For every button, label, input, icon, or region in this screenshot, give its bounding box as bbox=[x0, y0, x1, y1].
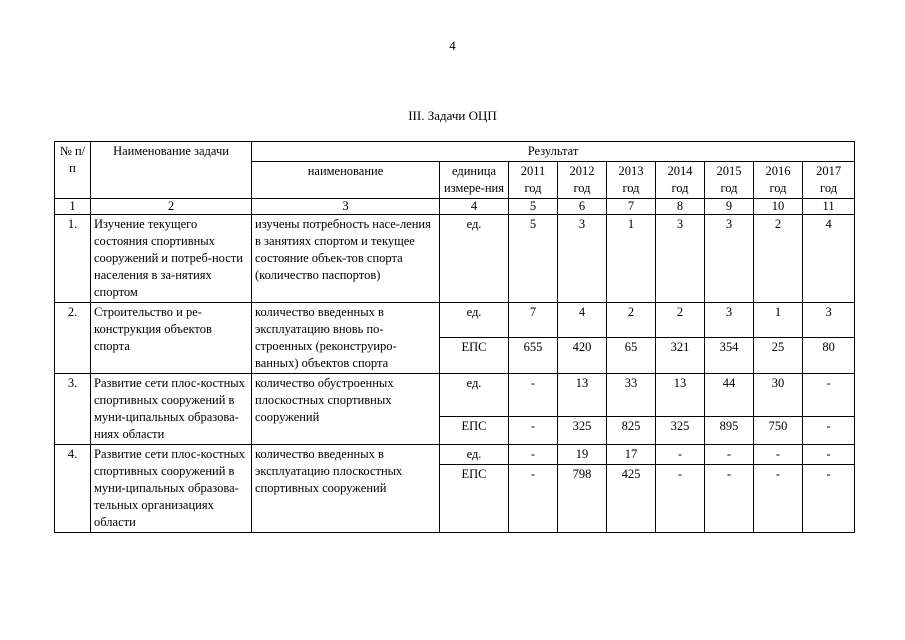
column-number: 4 bbox=[440, 199, 509, 215]
value-cell: 7 bbox=[509, 303, 558, 338]
unit-cell: ед. bbox=[440, 445, 509, 465]
value-cell: 325 bbox=[656, 417, 705, 445]
column-number: 11 bbox=[803, 199, 855, 215]
unit-cell: ед. bbox=[440, 374, 509, 417]
value-cell: 3 bbox=[656, 215, 705, 303]
header-year: 2014 год bbox=[656, 162, 705, 199]
value-cell: 5 bbox=[509, 215, 558, 303]
value-cell: 3 bbox=[705, 303, 754, 338]
value-cell: 354 bbox=[705, 338, 754, 374]
column-number: 8 bbox=[656, 199, 705, 215]
value-cell: 2 bbox=[656, 303, 705, 338]
task-name: Строительство и ре-конструкция объектов спорта bbox=[91, 303, 252, 374]
task-name: Изучение текущего состояния спортивных сооружений и потреб-ности населения в за-нятиях спортом bbox=[91, 215, 252, 303]
value-cell: 65 bbox=[607, 338, 656, 374]
column-number: 2 bbox=[91, 199, 252, 215]
value-cell: - bbox=[754, 445, 803, 465]
value-cell: 1 bbox=[754, 303, 803, 338]
value-cell: 750 bbox=[754, 417, 803, 445]
column-number: 7 bbox=[607, 199, 656, 215]
indicator-name: изучены потребность насе-ления в занятиях спортом и текущее состояние объек-тов спорта (количество паспортов) bbox=[252, 215, 440, 303]
row-number: 2. bbox=[55, 303, 91, 374]
unit-cell: ЕПС bbox=[440, 417, 509, 445]
value-cell: 80 bbox=[803, 338, 855, 374]
value-cell: 4 bbox=[558, 303, 607, 338]
column-number: 6 bbox=[558, 199, 607, 215]
section-title: III. Задачи ОЦП bbox=[408, 108, 497, 123]
value-cell: - bbox=[509, 465, 558, 533]
header-row-top bbox=[55, 142, 855, 162]
header-year: 2015 год bbox=[705, 162, 754, 199]
header-year: 2017 год bbox=[803, 162, 855, 199]
unit-cell: ед. bbox=[440, 303, 509, 338]
table-row bbox=[55, 215, 855, 303]
value-cell: 19 bbox=[558, 445, 607, 465]
table-row bbox=[55, 303, 855, 338]
value-cell: - bbox=[656, 465, 705, 533]
value-cell: - bbox=[509, 374, 558, 417]
task-name: Развитие сети плос-костных спортивных сооружений в муни-ципальных образова-тельных организациях области bbox=[91, 445, 252, 533]
value-cell: - bbox=[656, 445, 705, 465]
value-cell: 33 bbox=[607, 374, 656, 417]
value-cell: 655 bbox=[509, 338, 558, 374]
row-number: 1. bbox=[55, 215, 91, 303]
value-cell: 30 bbox=[754, 374, 803, 417]
task-name: Развитие сети плос-костных спортивных сооружений в муни-ципальных образова-ниях области bbox=[91, 374, 252, 445]
column-number: 3 bbox=[252, 199, 440, 215]
unit-cell: ЕПС bbox=[440, 338, 509, 374]
header-unit: единица измере-ния bbox=[440, 162, 509, 199]
header-year: 2012 год bbox=[558, 162, 607, 199]
value-cell: 44 bbox=[705, 374, 754, 417]
value-cell: - bbox=[803, 465, 855, 533]
value-cell: 2 bbox=[754, 215, 803, 303]
value-cell: - bbox=[705, 465, 754, 533]
value-cell: 17 bbox=[607, 445, 656, 465]
value-cell: 420 bbox=[558, 338, 607, 374]
indicator-name: количество обустроенных плоскостных спортивных сооружений bbox=[252, 374, 440, 445]
value-cell: - bbox=[803, 374, 855, 417]
column-number: 1 bbox=[55, 199, 91, 215]
value-cell: 895 bbox=[705, 417, 754, 445]
column-number: 5 bbox=[509, 199, 558, 215]
unit-cell: ед. bbox=[440, 215, 509, 303]
table-row bbox=[55, 445, 855, 465]
value-cell: 425 bbox=[607, 465, 656, 533]
header-year: 2016 год bbox=[754, 162, 803, 199]
header-year: 2011 год bbox=[509, 162, 558, 199]
value-cell: - bbox=[803, 445, 855, 465]
value-cell: 321 bbox=[656, 338, 705, 374]
header-indicator: наименование bbox=[252, 162, 440, 199]
value-cell: 13 bbox=[558, 374, 607, 417]
value-cell: 4 bbox=[803, 215, 855, 303]
value-cell: 25 bbox=[754, 338, 803, 374]
header-task-name: Наименование задачи bbox=[91, 142, 252, 199]
value-cell: 825 bbox=[607, 417, 656, 445]
value-cell: 3 bbox=[705, 215, 754, 303]
row-number: 3. bbox=[55, 374, 91, 445]
value-cell: 2 bbox=[607, 303, 656, 338]
header-result: Результат bbox=[252, 142, 855, 162]
value-cell: 3 bbox=[803, 303, 855, 338]
tasks-table bbox=[54, 141, 855, 533]
unit-cell: ЕПС bbox=[440, 465, 509, 533]
header-num: № п/п bbox=[55, 142, 91, 199]
value-cell: - bbox=[509, 445, 558, 465]
value-cell: 13 bbox=[656, 374, 705, 417]
indicator-name: количество введенных в эксплуатацию вновь по-строенных (реконструиро-ванных) объектов спорта bbox=[252, 303, 440, 374]
column-number: 10 bbox=[754, 199, 803, 215]
value-cell: 1 bbox=[607, 215, 656, 303]
value-cell: - bbox=[705, 445, 754, 465]
page-number: 4 bbox=[449, 38, 456, 53]
table-row bbox=[55, 374, 855, 417]
value-cell: - bbox=[509, 417, 558, 445]
value-cell: - bbox=[803, 417, 855, 445]
value-cell: - bbox=[754, 465, 803, 533]
header-year: 2013 год bbox=[607, 162, 656, 199]
column-number: 9 bbox=[705, 199, 754, 215]
value-cell: 798 bbox=[558, 465, 607, 533]
value-cell: 325 bbox=[558, 417, 607, 445]
row-number: 4. bbox=[55, 445, 91, 533]
value-cell: 3 bbox=[558, 215, 607, 303]
column-number-row bbox=[55, 199, 855, 215]
indicator-name: количество введенных в эксплуатацию плоскостных спортивных сооружений bbox=[252, 445, 440, 533]
